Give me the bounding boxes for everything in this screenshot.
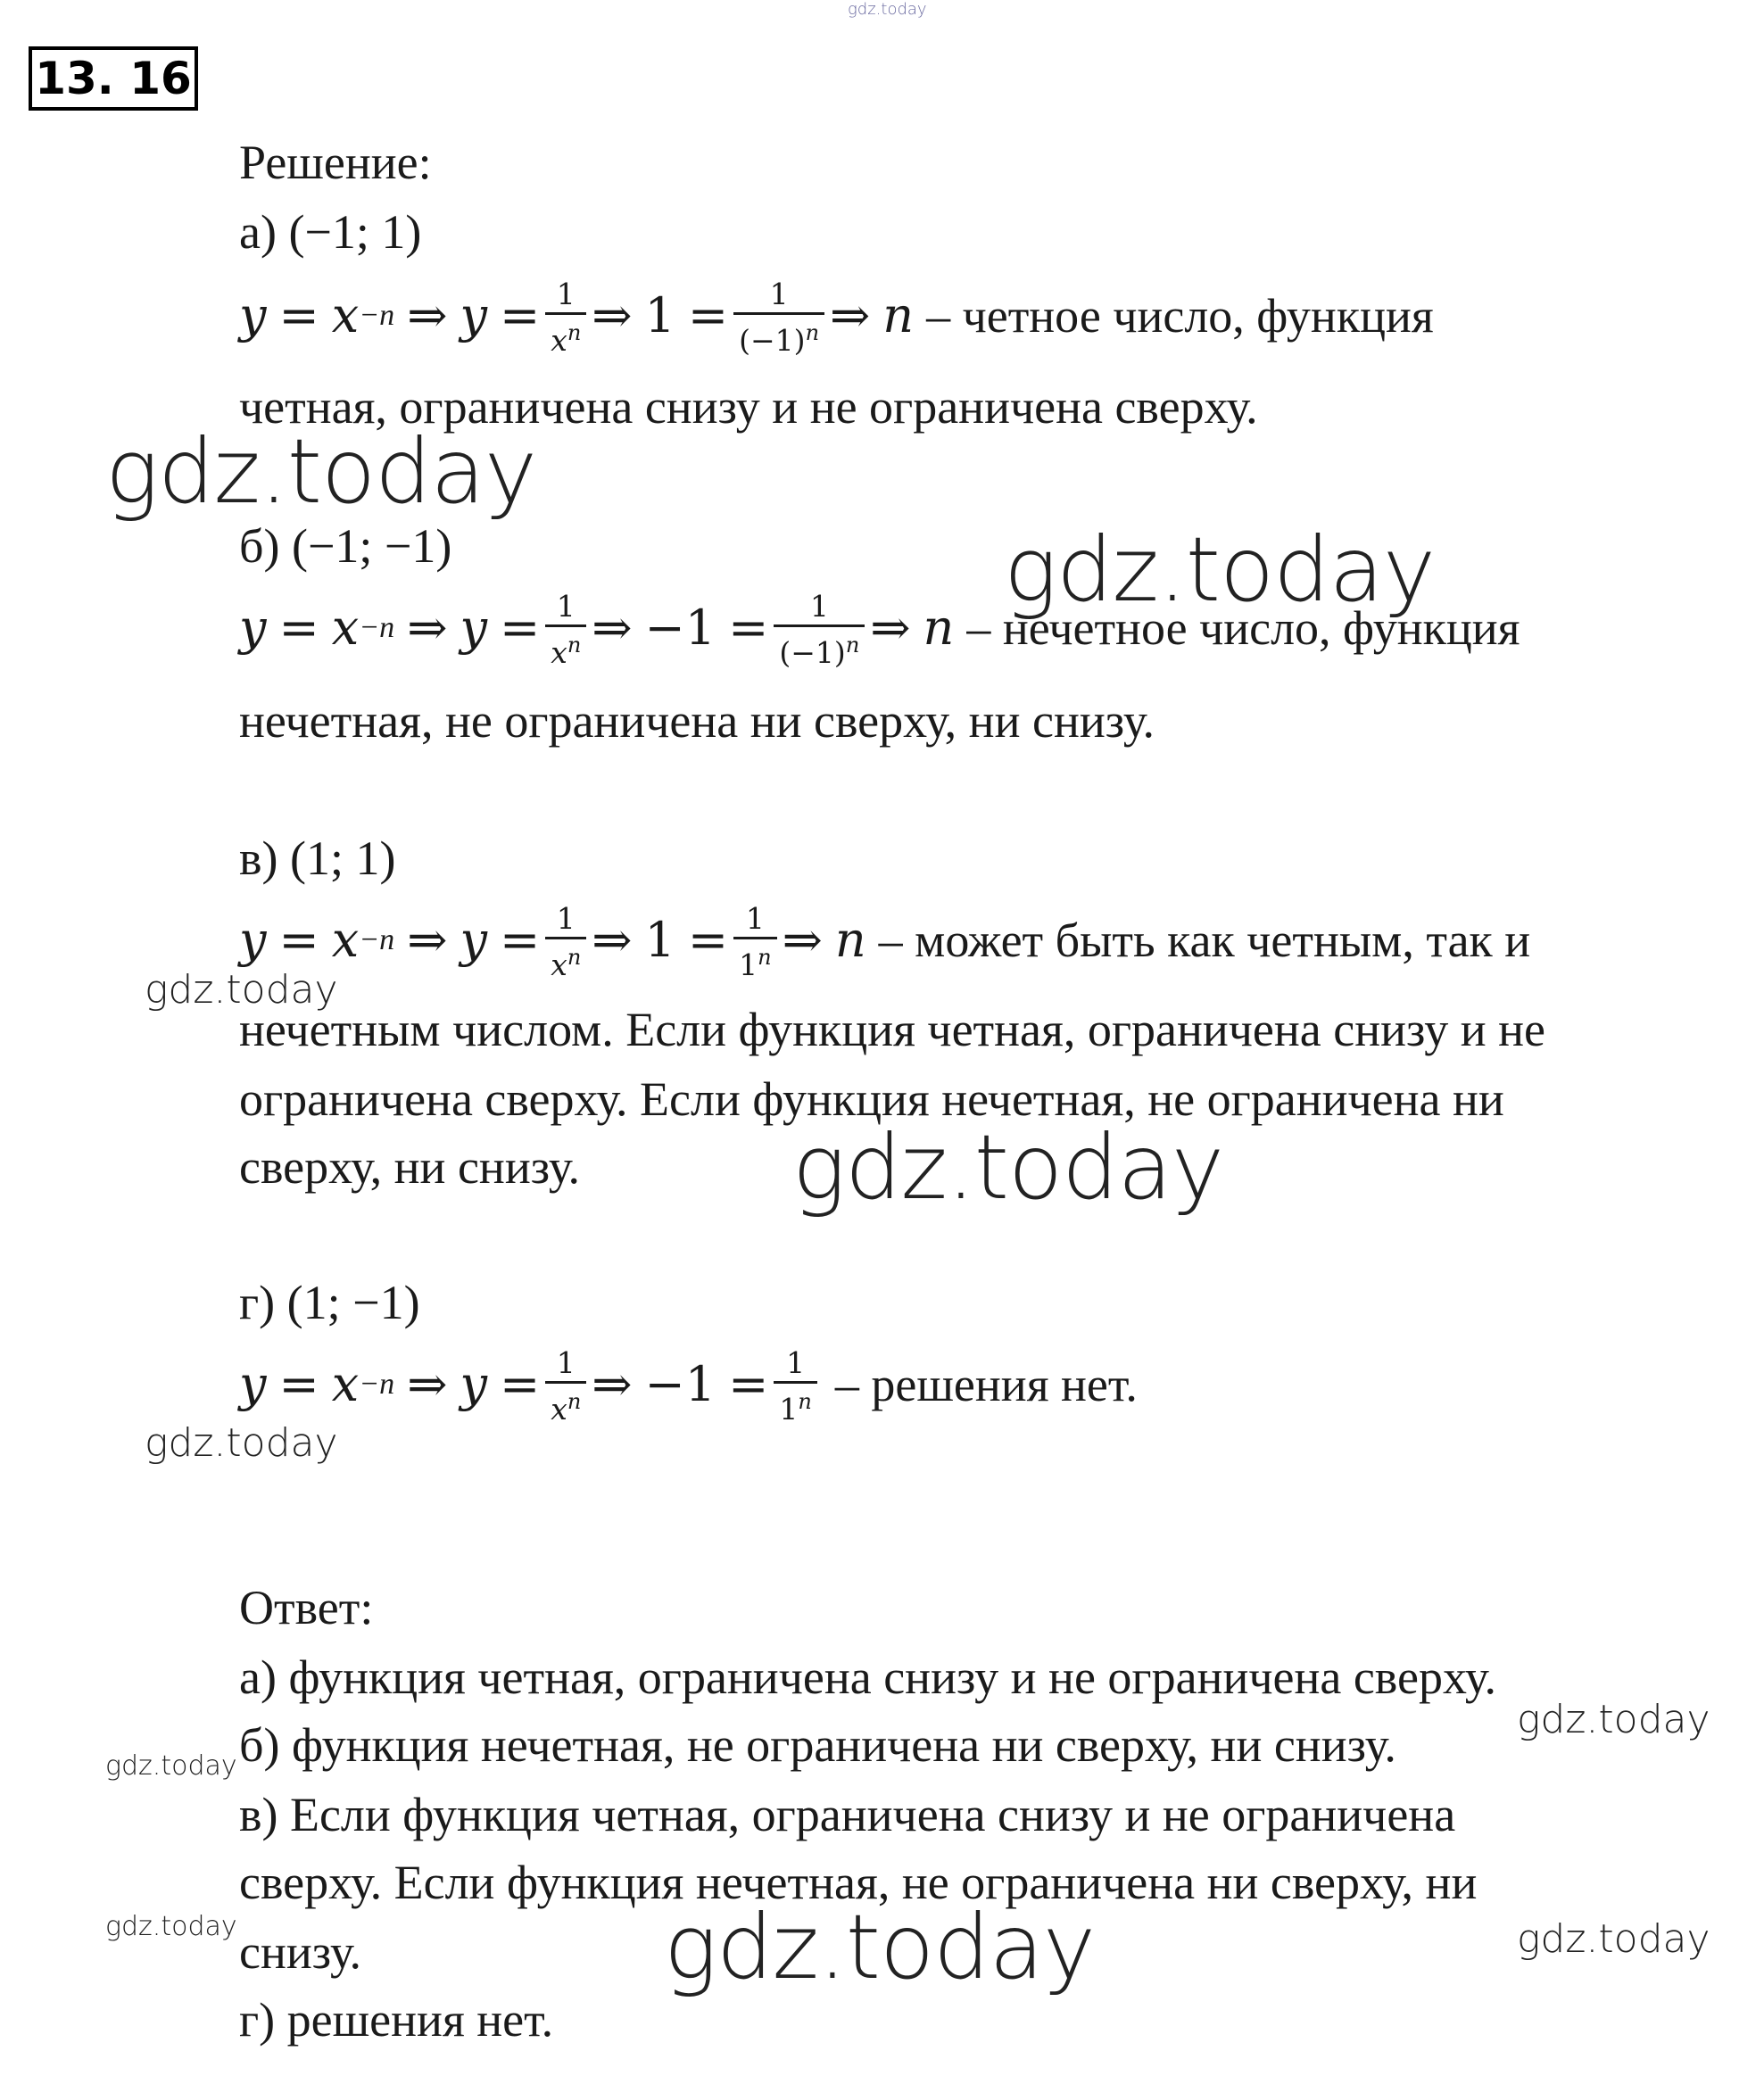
part-v-line2: нечетным числом. Если функция четная, ограничена снизу и не <box>239 1003 1545 1056</box>
part-a-lhs: 1 <box>644 287 675 343</box>
problem-number: 13. 16 <box>29 46 198 111</box>
part-g-conclusion: – решения нет. <box>834 1358 1138 1411</box>
answer-g: г) решения нет. <box>239 1993 554 2047</box>
watermark-top: gdz.today <box>848 0 927 19</box>
part-b-label: б) (−1; −1) <box>239 519 452 573</box>
part-b-conclusion: – нечетное число, функция <box>966 601 1520 655</box>
watermark-2: gdz.today <box>1004 517 1436 622</box>
answer-label: Ответ: <box>239 1581 374 1634</box>
watermark-6: gdz.today <box>1517 1697 1710 1742</box>
watermark-1: gdz.today <box>105 419 537 524</box>
part-v-conclusion: – может быть как четным, так и <box>878 914 1531 967</box>
part-b-equation: y = x −n ⇒ y = $\frac{1}{x^n}$ ⇒ −1 = $\frac{1}{(-1)^n}$ ⇒ n – нечетное число, функция <box>239 589 1520 670</box>
answer-v3: снизу. <box>239 1925 362 1979</box>
part-g-equation: y = x −n ⇒ y = $\frac{1}{x^n}$ ⇒ −1 = $\frac{1}{1^n}$ – решения нет. <box>239 1345 1138 1427</box>
watermark-3: gdz.today <box>145 967 338 1013</box>
part-v-line4: сверху, ни снизу. <box>239 1140 581 1194</box>
watermark-7: gdz.today <box>105 1750 237 1782</box>
part-v-label: в) (1; 1) <box>239 831 396 885</box>
part-v-equation: y = x −n ⇒ y = $\frac{1}{x^n}$ ⇒ 1 = $\frac{1}{1^n}$ ⇒ n – может быть как четным, так и <box>239 901 1531 982</box>
part-v-line3: ограничена сверху. Если функция нечетная, не ограничена ни <box>239 1072 1504 1126</box>
part-g-lhs: −1 <box>644 1356 716 1412</box>
part-a-line2: четная, ограничена снизу и не ограничена сверху. <box>239 380 1258 434</box>
answer-a: а) функция четная, ограничена снизу и не ограничена сверху. <box>239 1650 1496 1704</box>
part-v-lhs: 1 <box>644 912 675 968</box>
answer-b: б) функция нечетная, не ограничена ни сверху, ни снизу. <box>239 1718 1396 1772</box>
watermark-5: gdz.today <box>145 1420 338 1466</box>
part-b-lhs: −1 <box>644 600 716 656</box>
watermark-8: gdz.today <box>105 1911 237 1942</box>
part-a-equation: y = x −n ⇒ y = $\frac{1}{x^n}$ ⇒ 1 = $\frac{1}{(-1)^n}$ ⇒ n – четное число, функция <box>239 277 1434 358</box>
part-g-label: г) (1; −1) <box>239 1276 420 1329</box>
answer-v1: в) Если функция четная, ограничена снизу и не ограничена <box>239 1788 1456 1841</box>
part-a-label: а) (−1; 1) <box>239 205 422 259</box>
watermark-9: gdz.today <box>664 1895 1096 1999</box>
answer-v2: сверху. Если функция нечетная, не ограничена ни сверху, ни <box>239 1856 1478 1909</box>
part-b-line2: нечетная, не ограничена ни сверху, ни снизу. <box>239 694 1155 748</box>
watermark-4: gdz.today <box>792 1115 1224 1220</box>
solution-label: Решение: <box>239 136 432 189</box>
watermark-10: gdz.today <box>1517 1916 1710 1962</box>
part-a-conclusion: – четное число, функция <box>926 289 1434 343</box>
